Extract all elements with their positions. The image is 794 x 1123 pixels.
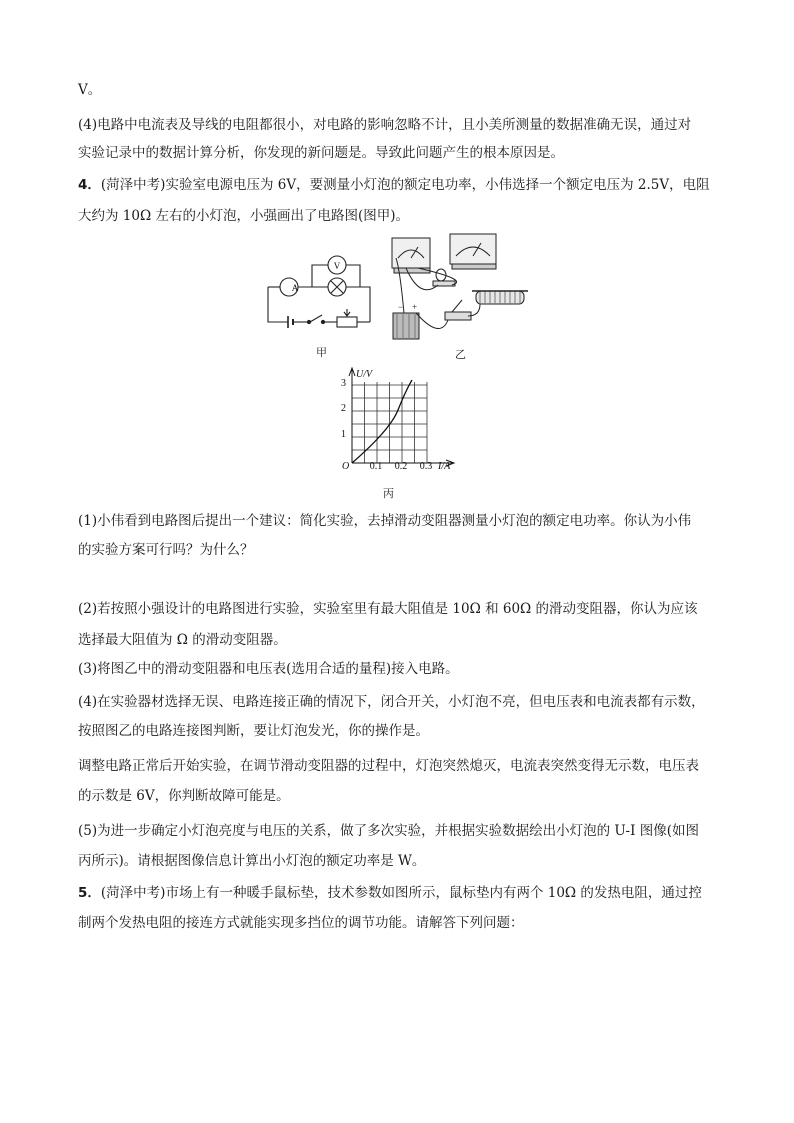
battery-minus-label: − <box>398 302 404 312</box>
text-content: (菏泽中考)市场上有一种暖手鼠标垫，技术参数如图所示，鼠标垫内有两个 10Ω 的发热电阻，通过控 <box>100 885 702 901</box>
voltmeter-device <box>450 234 496 264</box>
origin-label: O <box>342 461 350 472</box>
text-content: (4)电路中电流表及导线的电阻都很小，对电路的影响忽略不计，且小美所测量的数据准确无误，通过对 <box>78 117 692 133</box>
text-content: (5)为进一步确定小灯泡亮度与电压的关系，做了多次实验，并根据实验数据绘出小灯泡的 U-I 图像(如图 <box>78 823 700 839</box>
text-content: 按照图乙的电路连接图判断，要让灯泡发光，你的操作是。 <box>78 723 429 739</box>
y-tick-3: 3 <box>341 378 346 389</box>
text-content: (4)在实验器材选择无误、电路连接正确的情况下，闭合开关，小灯泡不亮，但电压表和电流表都有示数， <box>78 694 705 710</box>
question-number: 5． <box>78 885 101 901</box>
text-content: (2)若按照小强设计的电路图进行实验，实验室里有最大阻值是 10Ω 和 60Ω 的滑动变阻器，你认为应该 <box>78 601 698 617</box>
text-content: 制两个发热电阻的接连方式就能实现多挡位的调节功能。请解答下列问题： <box>78 915 524 931</box>
text-content: 实验记录中的数据计算分析，你发现的新问题是。导致此问题产生的根本原因是。 <box>78 145 564 161</box>
text-content: (3)将图乙中的滑动变阻器和电压表(选用合适的量程)接入电路。 <box>78 661 459 677</box>
text-content: 丙所示)。请根据图像信息计算出小灯泡的额定功率是 W。 <box>78 853 426 869</box>
question-number: 4． <box>78 177 101 193</box>
battery-plus-label: + <box>412 302 418 312</box>
text-content: 的实验方案可行吗？为什么？ <box>78 542 254 558</box>
circuit-diagram-jia <box>268 256 370 328</box>
y-axis-label: U/V <box>356 369 373 380</box>
ui-graph-bing <box>349 368 454 466</box>
caption-yi: 乙 <box>455 349 466 361</box>
text-content: 选择最大阻值为 Ω 的滑动变阻器。 <box>78 632 287 648</box>
y-tick-1: 1 <box>341 429 346 440</box>
x-axis-label: I/A <box>438 461 451 472</box>
ui-curve <box>352 380 412 463</box>
text-content: (菏泽中考)实验室电源电压为 6V，要测量小灯泡的额定电功率，小伟选择一个额定电压为 2.5V，电阻 <box>100 177 710 193</box>
switch-device <box>445 312 471 320</box>
caption-jia: 甲 <box>316 347 327 359</box>
caption-bing: 丙 <box>383 488 394 500</box>
x-tick-3: 0.3 <box>419 461 433 472</box>
wiring-diagram-yi <box>392 234 528 339</box>
x-tick-1: 0.1 <box>369 461 383 472</box>
text-content: V。 <box>78 82 102 98</box>
x-tick-2: 0.2 <box>394 461 408 472</box>
text-content: (1)小伟看到电路图后提出一个建议：简化实验，去掉滑动变阻器测量小灯泡的额定电功率。你认为小伟 <box>78 513 692 529</box>
voltmeter-label: V <box>333 261 341 271</box>
text-content: 大约为 10Ω 左右的小灯泡，小强画出了电路图(图甲)。 <box>78 208 409 224</box>
text-content: 调整电路正常后开始实验，在调节滑动变阻器的过程中，灯泡突然熄灭，电流表突然变得无示数，电压表 <box>78 758 699 774</box>
y-tick-2: 2 <box>341 403 346 414</box>
rheostat-symbol <box>337 317 357 327</box>
text-content: 的示数是 6V，你判断故障可能是。 <box>78 788 290 804</box>
ammeter-label: A <box>291 283 299 293</box>
